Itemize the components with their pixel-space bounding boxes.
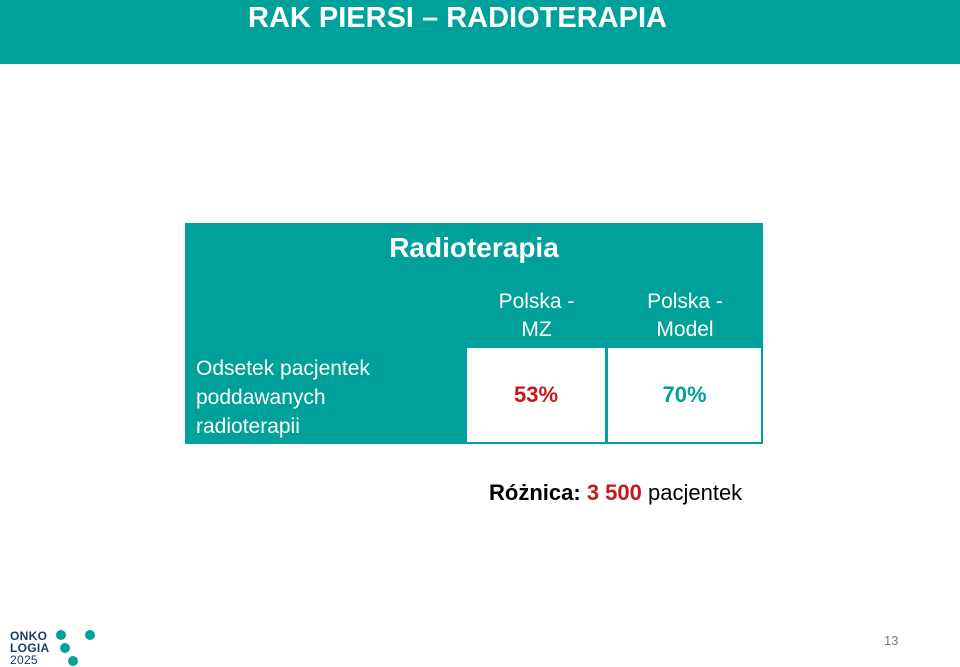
summary-label: Różnica: bbox=[489, 480, 581, 505]
title-bar bbox=[0, 0, 960, 64]
logo-dot-icon bbox=[85, 630, 95, 640]
summary-number: 3 500 bbox=[586, 480, 642, 505]
summary-unit: pacjentek bbox=[648, 480, 743, 505]
logo-text-line1: ONKO bbox=[10, 629, 48, 643]
slide-title: RAK PIERSI – RADIOTERAPIA bbox=[248, 2, 667, 34]
page-number: 13 bbox=[884, 633, 899, 648]
logo-text-line2: LOGIA bbox=[10, 641, 50, 655]
logo-dot-icon bbox=[68, 656, 78, 666]
value-cell-mz bbox=[467, 348, 605, 442]
column-header-model: Polska - Model bbox=[647, 290, 723, 341]
logo-text-line3: 2025 bbox=[10, 653, 38, 667]
value-mz: 53% bbox=[513, 382, 559, 407]
logo-dot-icon bbox=[56, 630, 66, 640]
logo-dot-icon bbox=[60, 643, 70, 653]
difference-summary bbox=[489, 480, 742, 506]
column-header-mz: Polska - MZ bbox=[498, 290, 575, 341]
value-model: 70% bbox=[662, 382, 707, 407]
row-label: Odsetek pacjentek poddawanych radioterapii bbox=[196, 357, 370, 438]
onkologia-logo bbox=[10, 628, 110, 666]
value-cell-model bbox=[608, 348, 761, 442]
table-heading: Radioterapia bbox=[389, 232, 559, 263]
